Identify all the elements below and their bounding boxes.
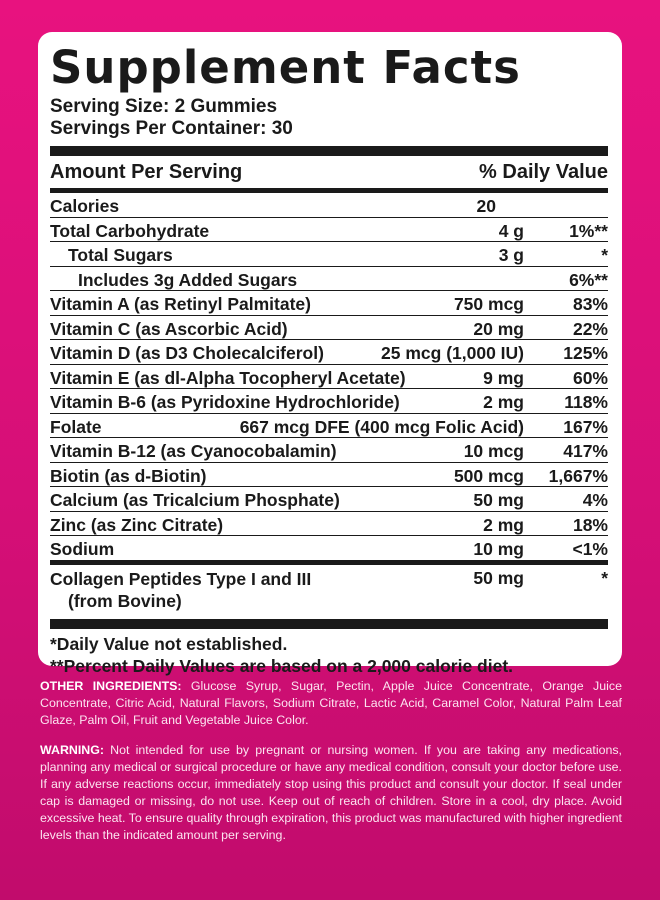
row-name: Total Carbohydrate bbox=[50, 220, 210, 241]
row-amount: 10 mcg bbox=[463, 441, 524, 461]
row-name: Folate bbox=[50, 416, 102, 437]
collagen-name-line2: (from Bovine) bbox=[68, 590, 182, 611]
amount-header: Amount Per Serving bbox=[50, 160, 243, 183]
table-row bbox=[50, 193, 608, 218]
dv-header: % Daily Value bbox=[479, 160, 608, 183]
row-name: Includes 3g Added Sugars bbox=[78, 269, 298, 290]
row-amount: 500 mcg bbox=[453, 465, 524, 486]
collagen-row bbox=[50, 565, 608, 615]
row-dv: 18% bbox=[572, 514, 608, 535]
row-dv: 60% bbox=[572, 367, 608, 388]
footnote-daily-value: *Daily Value not established. bbox=[50, 633, 288, 654]
thick-divider bbox=[50, 619, 608, 629]
table-row bbox=[50, 438, 608, 463]
row-amount: 9 mg bbox=[483, 367, 524, 388]
row-amount: 750 mcg bbox=[453, 294, 524, 314]
row-name: Calcium (as Tricalcium Phosphate) bbox=[50, 490, 340, 510]
servings-per-container: Servings Per Container: 30 bbox=[50, 118, 293, 139]
table-row bbox=[50, 463, 608, 488]
row-dv: 125% bbox=[563, 343, 608, 363]
table-row bbox=[50, 536, 608, 560]
row-name: Biotin (as d-Biotin) bbox=[50, 465, 207, 486]
row-dv: 167% bbox=[563, 416, 608, 437]
row-amount: 50 mg bbox=[473, 490, 524, 510]
collagen-dv: * bbox=[601, 567, 608, 588]
table-row bbox=[50, 218, 608, 243]
row-amount: 25 mcg (1,000 IU) bbox=[381, 343, 524, 363]
row-amount: 20 bbox=[476, 196, 496, 216]
other-ingredients-text: Glucose Syrup, Sugar, Pectin, Apple Juice Concentrate, Orange Juice Concentrate, Citric Acid, Natural Flavors, Sodium Citrate, Lactic Acid, Caramel Color, Natural Palm Leaf Glaze, Palm Oil, Fruit and Vegetable Juice Color. bbox=[40, 679, 622, 727]
table-row bbox=[50, 242, 608, 267]
row-amount: 10 mg bbox=[473, 539, 524, 559]
table-row bbox=[50, 267, 608, 292]
other-ingredients bbox=[40, 678, 622, 729]
row-amount: 4 g bbox=[498, 220, 524, 241]
warning-body: Not intended for use by pregnant or nursing women. If you are taking any medications, planning any medical or surgical procedure or have any medical condition, consult your doctor before use. If any adverse reactions occur, immediately stop using this product and consult your doctor. If seal under cap is damaged or missing, do not use. Keep out of reach of children. Store in a cool, dry place. Avoid excessive heat. To ensure quality through expiration, this product was manufactured with higher ingredient levels than the indicated amount per serving. bbox=[40, 743, 622, 842]
table-row bbox=[50, 512, 608, 537]
row-name: Vitamin D (as D3 Cholecalciferol) bbox=[50, 343, 324, 363]
row-dv: 4% bbox=[582, 490, 608, 510]
row-name: Zinc (as Zinc Citrate) bbox=[50, 514, 224, 535]
row-dv: 6%** bbox=[569, 269, 608, 290]
row-name: Total Sugars bbox=[68, 245, 173, 265]
warning-text bbox=[40, 742, 622, 844]
row-amount: 667 mcg DFE (400 mcg Folic Acid) bbox=[239, 416, 524, 437]
row-dv: <1% bbox=[572, 539, 608, 559]
row-name: Vitamin B-12 (as Cyanocobalamin) bbox=[50, 441, 337, 461]
row-name: Calories bbox=[50, 196, 120, 216]
warning-label: WARNING: bbox=[40, 743, 105, 757]
row-amount: 2 mg bbox=[483, 392, 524, 412]
collagen-name-line1: Collagen Peptides Type I and III bbox=[50, 568, 312, 589]
row-name: Vitamin B-6 (as Pyridoxine Hydrochloride) bbox=[50, 392, 400, 412]
table-row bbox=[50, 414, 608, 439]
thick-divider bbox=[50, 146, 608, 156]
row-dv: 118% bbox=[564, 392, 608, 412]
row-name: Vitamin C (as Ascorbic Acid) bbox=[50, 318, 288, 339]
facts-title: Supplement Facts bbox=[50, 41, 521, 94]
row-dv: 83% bbox=[572, 294, 608, 314]
row-dv: 22% bbox=[572, 318, 608, 339]
collagen-name bbox=[50, 568, 311, 612]
table-row bbox=[50, 316, 608, 341]
supplement-facts-panel bbox=[38, 32, 622, 676]
footnote-percent: **Percent Daily Values are based on a 2,000 calorie diet. bbox=[50, 655, 514, 676]
row-dv: 1%** bbox=[569, 220, 608, 241]
row-dv: 1,667% bbox=[548, 465, 608, 486]
serving-size: Serving Size: 2 Gummies bbox=[50, 96, 278, 117]
row-name: Vitamin E (as dl-Alpha Tocopheryl Acetate) bbox=[50, 367, 406, 388]
other-ingredients-label: OTHER INGREDIENTS: bbox=[40, 679, 182, 693]
footnotes bbox=[50, 629, 608, 677]
row-dv: * bbox=[601, 245, 608, 265]
row-name: Vitamin A (as Retinyl Palmitate) bbox=[50, 294, 311, 314]
table-row bbox=[50, 389, 608, 414]
collagen-amount: 50 mg bbox=[473, 567, 524, 588]
table-row bbox=[50, 365, 608, 390]
row-amount: 3 g bbox=[498, 245, 524, 265]
row-amount: 2 mg bbox=[483, 514, 524, 535]
row-amount: 20 mg bbox=[473, 318, 524, 339]
table-row bbox=[50, 291, 608, 316]
row-name: Sodium bbox=[50, 539, 115, 559]
table-row bbox=[50, 487, 608, 512]
row-dv: 417% bbox=[563, 441, 608, 461]
table-header bbox=[50, 156, 608, 188]
table-row bbox=[50, 340, 608, 365]
